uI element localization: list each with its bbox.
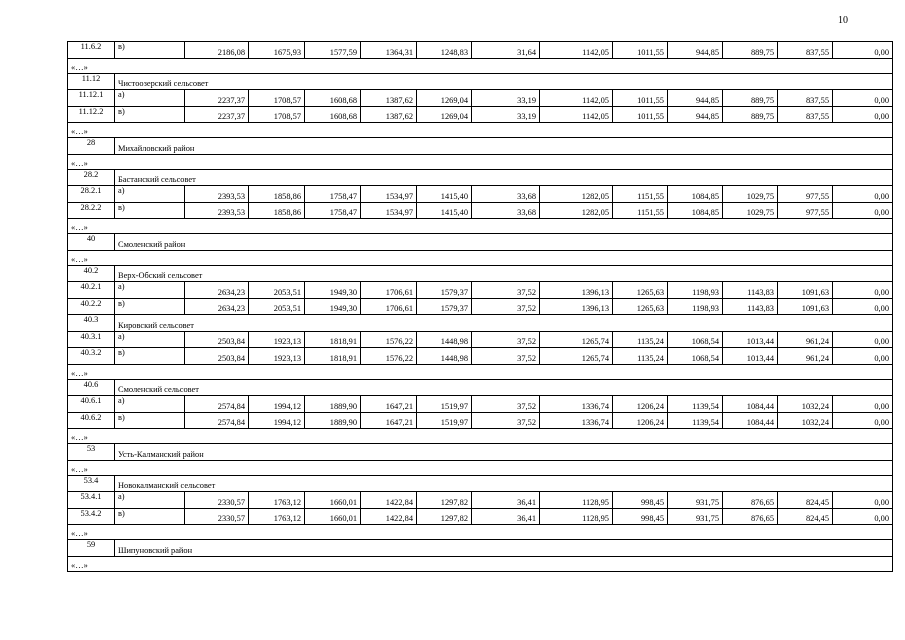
row-label: в) (115, 298, 185, 315)
value-cell: 1265,63 (613, 282, 668, 299)
value-cell: 0,00 (833, 298, 893, 315)
section-header-row (68, 169, 893, 186)
value-cell: 36,41 (472, 492, 540, 509)
value-cell: 2574,84 (185, 412, 249, 429)
value-cell: 0,00 (833, 42, 893, 59)
value-cell: 1248,83 (417, 42, 472, 59)
value-cell: 961,24 (778, 348, 833, 365)
value-cell: 2053,51 (249, 282, 305, 299)
value-cell: 1029,75 (723, 186, 778, 203)
ellipsis-row (68, 250, 893, 265)
value-cell: 1128,95 (540, 492, 613, 509)
row-code: 40.6.1 (68, 396, 115, 413)
section-header-row (68, 540, 893, 557)
value-cell: 1534,97 (361, 202, 417, 219)
table-row (68, 42, 893, 59)
value-cell: 1011,55 (613, 106, 668, 123)
value-cell: 944,85 (668, 90, 723, 107)
table-row (68, 106, 893, 123)
value-cell: 37,52 (472, 331, 540, 348)
value-cell: 977,55 (778, 186, 833, 203)
value-cell: 977,55 (778, 202, 833, 219)
table-row (68, 412, 893, 429)
section-name: Кировский сельсовет (115, 315, 893, 332)
value-cell: 1758,47 (305, 186, 361, 203)
section-name: Верх-Обский сельсовет (115, 265, 893, 282)
tariff-table (67, 41, 893, 572)
section-name: Смоленский район (115, 234, 893, 251)
value-cell: 2503,84 (185, 331, 249, 348)
table-row (68, 186, 893, 203)
value-cell: 1660,01 (305, 492, 361, 509)
value-cell: 2330,57 (185, 508, 249, 525)
value-cell: 876,65 (723, 492, 778, 509)
value-cell: 1151,55 (613, 186, 668, 203)
value-cell: 2237,37 (185, 90, 249, 107)
row-label: а) (115, 492, 185, 509)
value-cell: 1608,68 (305, 90, 361, 107)
row-code: 11.12 (68, 73, 115, 90)
value-cell: 1576,22 (361, 348, 417, 365)
table-row (68, 396, 893, 413)
row-code: 11.6.2 (68, 42, 115, 59)
value-cell: 2393,53 (185, 186, 249, 203)
value-cell: 1923,13 (249, 331, 305, 348)
value-cell: 1068,54 (668, 348, 723, 365)
row-label: в) (115, 412, 185, 429)
section-name: Бастанский сельсовет (115, 169, 893, 186)
value-cell: 931,75 (668, 492, 723, 509)
value-cell: 2634,23 (185, 282, 249, 299)
value-cell: 1994,12 (249, 396, 305, 413)
row-code: 28.2.1 (68, 186, 115, 203)
row-label: а) (115, 331, 185, 348)
value-cell: 1198,93 (668, 298, 723, 315)
value-cell: 1084,44 (723, 412, 778, 429)
value-cell: 37,52 (472, 396, 540, 413)
value-cell: 1519,97 (417, 412, 472, 429)
value-cell: 1579,37 (417, 282, 472, 299)
value-cell: 1336,74 (540, 412, 613, 429)
value-cell: 1758,47 (305, 202, 361, 219)
value-cell: 1422,84 (361, 508, 417, 525)
value-cell: 1448,98 (417, 331, 472, 348)
ellipsis-row (68, 123, 893, 138)
ellipsis-row (68, 219, 893, 234)
value-cell: 961,24 (778, 331, 833, 348)
value-cell: 837,55 (778, 42, 833, 59)
value-cell: 0,00 (833, 186, 893, 203)
page-number: 10 (838, 15, 848, 26)
value-cell: 1608,68 (305, 106, 361, 123)
row-code: 40.6 (68, 379, 115, 396)
ellipsis-row (68, 154, 893, 169)
value-cell: 1143,83 (723, 298, 778, 315)
value-cell: 1994,12 (249, 412, 305, 429)
section-header-row (68, 265, 893, 282)
value-cell: 1396,13 (540, 282, 613, 299)
value-cell: 837,55 (778, 106, 833, 123)
value-cell: 1084,44 (723, 396, 778, 413)
value-cell: 1949,30 (305, 298, 361, 315)
value-cell: 1135,24 (613, 348, 668, 365)
table-row (68, 508, 893, 525)
value-cell: 1647,21 (361, 412, 417, 429)
row-code: 40.2 (68, 265, 115, 282)
value-cell: 1142,05 (540, 90, 613, 107)
section-name: Шипуновский район (115, 540, 893, 557)
table-row (68, 298, 893, 315)
value-cell: 1084,85 (668, 202, 723, 219)
value-cell: 944,85 (668, 42, 723, 59)
ellipsis-cell: «…» (68, 460, 893, 475)
value-cell: 0,00 (833, 412, 893, 429)
value-cell: 1387,62 (361, 106, 417, 123)
ellipsis-row (68, 525, 893, 540)
ellipsis-row (68, 364, 893, 379)
value-cell: 1576,22 (361, 331, 417, 348)
table-row (68, 282, 893, 299)
value-cell: 1068,54 (668, 331, 723, 348)
value-cell: 1151,55 (613, 202, 668, 219)
ellipsis-cell: «…» (68, 556, 893, 571)
ellipsis-row (68, 58, 893, 73)
value-cell: 1647,21 (361, 396, 417, 413)
value-cell: 1387,62 (361, 90, 417, 107)
value-cell: 33,19 (472, 106, 540, 123)
section-header-row (68, 73, 893, 90)
value-cell: 1139,54 (668, 412, 723, 429)
value-cell: 837,55 (778, 90, 833, 107)
section-name: Смоленский сельсовет (115, 379, 893, 396)
value-cell: 1579,37 (417, 298, 472, 315)
ellipsis-row (68, 556, 893, 571)
value-cell: 1708,57 (249, 90, 305, 107)
value-cell: 2186,08 (185, 42, 249, 59)
value-cell: 37,52 (472, 412, 540, 429)
value-cell: 1577,59 (305, 42, 361, 59)
value-cell: 824,45 (778, 508, 833, 525)
value-cell: 1858,86 (249, 202, 305, 219)
row-label: в) (115, 508, 185, 525)
row-code: 40.2.2 (68, 298, 115, 315)
value-cell: 2393,53 (185, 202, 249, 219)
value-cell: 1422,84 (361, 492, 417, 509)
value-cell: 1763,12 (249, 508, 305, 525)
value-cell: 37,52 (472, 282, 540, 299)
value-cell: 2574,84 (185, 396, 249, 413)
row-label: в) (115, 106, 185, 123)
value-cell: 33,68 (472, 186, 540, 203)
value-cell: 824,45 (778, 492, 833, 509)
ellipsis-cell: «…» (68, 58, 893, 73)
table-row (68, 492, 893, 509)
value-cell: 1011,55 (613, 90, 668, 107)
value-cell: 31,64 (472, 42, 540, 59)
section-header-row (68, 138, 893, 155)
value-cell: 2237,37 (185, 106, 249, 123)
value-cell: 33,68 (472, 202, 540, 219)
value-cell: 2634,23 (185, 298, 249, 315)
value-cell: 1818,91 (305, 331, 361, 348)
value-cell: 0,00 (833, 202, 893, 219)
ellipsis-row (68, 460, 893, 475)
value-cell: 1415,40 (417, 186, 472, 203)
section-name: Усть-Калманский район (115, 444, 893, 461)
row-code: 40.3.2 (68, 348, 115, 365)
value-cell: 37,52 (472, 348, 540, 365)
value-cell: 1282,05 (540, 202, 613, 219)
row-code: 11.12.1 (68, 90, 115, 107)
row-code: 40.3.1 (68, 331, 115, 348)
value-cell: 1675,93 (249, 42, 305, 59)
value-cell: 1084,85 (668, 186, 723, 203)
value-cell: 1396,13 (540, 298, 613, 315)
row-code: 59 (68, 540, 115, 557)
section-header-row (68, 315, 893, 332)
value-cell: 1091,63 (778, 298, 833, 315)
value-cell: 876,65 (723, 508, 778, 525)
table-body (68, 42, 893, 572)
table-row (68, 202, 893, 219)
row-label: а) (115, 90, 185, 107)
value-cell: 0,00 (833, 508, 893, 525)
row-code: 11.12.2 (68, 106, 115, 123)
value-cell: 1128,95 (540, 508, 613, 525)
table-row (68, 348, 893, 365)
table-row (68, 331, 893, 348)
value-cell: 1265,74 (540, 348, 613, 365)
row-code: 40.3 (68, 315, 115, 332)
value-cell: 1091,63 (778, 282, 833, 299)
row-code: 28.2 (68, 169, 115, 186)
ellipsis-cell: «…» (68, 364, 893, 379)
value-cell: 1206,24 (613, 412, 668, 429)
row-label: а) (115, 186, 185, 203)
value-cell: 1265,63 (613, 298, 668, 315)
value-cell: 1889,90 (305, 396, 361, 413)
ellipsis-cell: «…» (68, 219, 893, 234)
value-cell: 1143,83 (723, 282, 778, 299)
value-cell: 1265,74 (540, 331, 613, 348)
value-cell: 1198,93 (668, 282, 723, 299)
ellipsis-cell: «…» (68, 525, 893, 540)
value-cell: 2053,51 (249, 298, 305, 315)
value-cell: 1336,74 (540, 396, 613, 413)
value-cell: 1949,30 (305, 282, 361, 299)
value-cell: 1534,97 (361, 186, 417, 203)
value-cell: 1708,57 (249, 106, 305, 123)
section-header-row (68, 475, 893, 492)
value-cell: 1013,44 (723, 348, 778, 365)
value-cell: 1889,90 (305, 412, 361, 429)
ellipsis-row (68, 429, 893, 444)
value-cell: 931,75 (668, 508, 723, 525)
value-cell: 33,19 (472, 90, 540, 107)
value-cell: 998,45 (613, 508, 668, 525)
value-cell: 2330,57 (185, 492, 249, 509)
value-cell: 1415,40 (417, 202, 472, 219)
value-cell: 0,00 (833, 348, 893, 365)
value-cell: 1858,86 (249, 186, 305, 203)
value-cell: 1706,61 (361, 298, 417, 315)
value-cell: 36,41 (472, 508, 540, 525)
section-header-row (68, 444, 893, 461)
value-cell: 889,75 (723, 106, 778, 123)
section-name: Михайловский район (115, 138, 893, 155)
row-code: 53.4.1 (68, 492, 115, 509)
row-code: 40 (68, 234, 115, 251)
ellipsis-cell: «…» (68, 250, 893, 265)
value-cell: 1297,82 (417, 508, 472, 525)
row-code: 28 (68, 138, 115, 155)
value-cell: 1706,61 (361, 282, 417, 299)
value-cell: 1923,13 (249, 348, 305, 365)
value-cell: 1011,55 (613, 42, 668, 59)
value-cell: 1142,05 (540, 106, 613, 123)
section-header-row (68, 234, 893, 251)
row-code: 40.6.2 (68, 412, 115, 429)
section-header-row (68, 379, 893, 396)
value-cell: 889,75 (723, 90, 778, 107)
value-cell: 1029,75 (723, 202, 778, 219)
value-cell: 1142,05 (540, 42, 613, 59)
value-cell: 1032,24 (778, 412, 833, 429)
value-cell: 1519,97 (417, 396, 472, 413)
value-cell: 1297,82 (417, 492, 472, 509)
ellipsis-cell: «…» (68, 123, 893, 138)
value-cell: 0,00 (833, 106, 893, 123)
value-cell: 1364,31 (361, 42, 417, 59)
value-cell: 0,00 (833, 331, 893, 348)
section-name: Новокалманский сельсовет (115, 475, 893, 492)
value-cell: 0,00 (833, 396, 893, 413)
value-cell: 1135,24 (613, 331, 668, 348)
value-cell: 0,00 (833, 90, 893, 107)
ellipsis-cell: «…» (68, 429, 893, 444)
section-name: Чистоозерский сельсовет (115, 73, 893, 90)
ellipsis-cell: «…» (68, 154, 893, 169)
row-label: а) (115, 282, 185, 299)
value-cell: 37,52 (472, 298, 540, 315)
row-label: в) (115, 348, 185, 365)
row-code: 53.4.2 (68, 508, 115, 525)
value-cell: 1269,04 (417, 106, 472, 123)
value-cell: 1139,54 (668, 396, 723, 413)
value-cell: 2503,84 (185, 348, 249, 365)
value-cell: 1206,24 (613, 396, 668, 413)
value-cell: 0,00 (833, 282, 893, 299)
row-label: в) (115, 202, 185, 219)
row-label: а) (115, 396, 185, 413)
row-code: 40.2.1 (68, 282, 115, 299)
value-cell: 1032,24 (778, 396, 833, 413)
row-code: 53 (68, 444, 115, 461)
value-cell: 1763,12 (249, 492, 305, 509)
value-cell: 1818,91 (305, 348, 361, 365)
value-cell: 1448,98 (417, 348, 472, 365)
value-cell: 944,85 (668, 106, 723, 123)
table-row (68, 90, 893, 107)
row-code: 53.4 (68, 475, 115, 492)
row-code: 28.2.2 (68, 202, 115, 219)
value-cell: 0,00 (833, 492, 893, 509)
value-cell: 1660,01 (305, 508, 361, 525)
value-cell: 889,75 (723, 42, 778, 59)
value-cell: 1013,44 (723, 331, 778, 348)
value-cell: 1282,05 (540, 186, 613, 203)
value-cell: 998,45 (613, 492, 668, 509)
value-cell: 1269,04 (417, 90, 472, 107)
row-label: в) (115, 42, 185, 59)
